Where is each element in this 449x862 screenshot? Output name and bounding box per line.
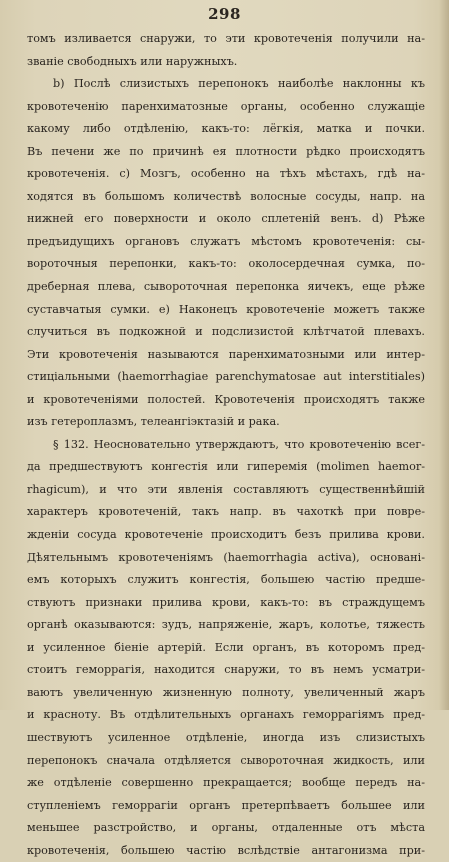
text-line: стоитъ геморрагія, находится снаружи, то въ немъ усматри- (27, 663, 425, 677)
text-line: изъ гетероплазмъ, телеангіэктазій и рака. (27, 415, 280, 429)
text-line: ваютъ увеличенную жизненную полноту, увеличенный жаръ (27, 685, 425, 699)
text-line: rhagicum), и что эти явленія составляютъ существеннѣйшій (27, 482, 425, 496)
text-line: стиціальными (haemorrhagiae parenchymatosae aut interstitiales) (27, 370, 425, 384)
text-line: суставчатыя сумки. e) Наконецъ кровотеченіе можетъ также (27, 302, 425, 316)
text-line: § 132. Неосновательно утверждаютъ, что кровотеченію всег- (53, 437, 425, 451)
text-line: кровотеченія, большею частію вслѣдствіе антагонизма при- (27, 843, 425, 857)
text-line: нижней его поверхности и около сплетеній венъ. d) Рѣже (27, 212, 425, 226)
text-line: дреберная плева, сывороточная перепонка яичекъ, еще рѣже (27, 280, 425, 294)
text-line: ступленіемъ геморрагіи органъ претерпѣваетъ большее или (27, 798, 425, 812)
text-line: шествуютъ усиленное отдѣленіе, иногда изъ слизистыхъ (27, 730, 425, 744)
body-text (27, 28, 425, 862)
text-line: и красноту. Въ отдѣлительныхъ органахъ геморрагіямъ пред- (27, 708, 425, 722)
text-line: и усиленное біеніе артерій. Если органъ, въ которомъ пред- (27, 640, 425, 654)
text-line: меньшее разстройство, и органы, отдаленные отъ мѣста (27, 821, 425, 835)
text-line: вороточныя перепонки, какъ-то: околосердечная сумка, по- (27, 257, 425, 271)
text-line: емъ которыхъ служитъ конгестія, большею частію предше- (27, 573, 425, 587)
page-number: 298 (208, 5, 241, 23)
text-line: характеръ кровотеченій, такъ напр. въ чахоткѣ при повре- (27, 505, 425, 519)
text-line: b) Послѣ слизистыхъ перепонокъ наиболѣе наклонны къ (53, 77, 425, 91)
text-line: какому либо отдѣленію, какъ-то: лёгкія, матка и почки. (27, 122, 425, 136)
text-line: кровотеченію паренхиматозные органы, особенно служащіе (27, 99, 425, 113)
text-line: жденіи сосуда кровотеченіе происходитъ безъ прилива крови. (27, 528, 425, 542)
text-line: да предшествуютъ конгестія или гиперемія (molimen haemor- (27, 460, 425, 474)
text-line: званіе свободныхъ или наружныхъ. (27, 54, 238, 68)
text-line: и кровотеченіями полостей. Кровотеченія происходятъ также (27, 392, 425, 406)
page-edge-shadow (439, 0, 449, 710)
text-line: Эти кровотеченія называются паренхиматозными или интер- (27, 347, 425, 361)
text-line: предъидущихъ органовъ служатъ мѣстомъ кровотеченія: сы- (27, 234, 425, 248)
text-line: Дѣятельнымъ кровотеченіямъ (haemorrhagia activa), основані- (27, 550, 425, 564)
text-line: перепонокъ сначала отдѣляется сывороточная жидкость, или (27, 753, 425, 767)
text-line: Въ печени же по причинѣ ея плотности рѣдко происходятъ (27, 144, 425, 158)
text-line: томъ изливается снаружи, то эти кровотеченія получили на- (27, 32, 425, 45)
text-line: ходятся въ большомъ количествѣ волосные сосуды, напр. на (27, 189, 425, 203)
text-line: случиться въ подкожной и подслизистой клѣтчатой плевахъ. (27, 325, 425, 339)
text-line: органѣ оказываются: зудъ, напряженіе, жаръ, колотье, тяжесть (27, 618, 425, 632)
text-line: же отдѣленіе совершенно прекращается; вообще передъ на- (27, 776, 425, 790)
text-line: кровотеченія. c) Мозгъ, особенно на тѣхъ мѣстахъ, гдѣ на- (27, 167, 425, 181)
text-line: ствуютъ признаки прилива крови, какъ-то: въ страждущемъ (27, 595, 425, 609)
